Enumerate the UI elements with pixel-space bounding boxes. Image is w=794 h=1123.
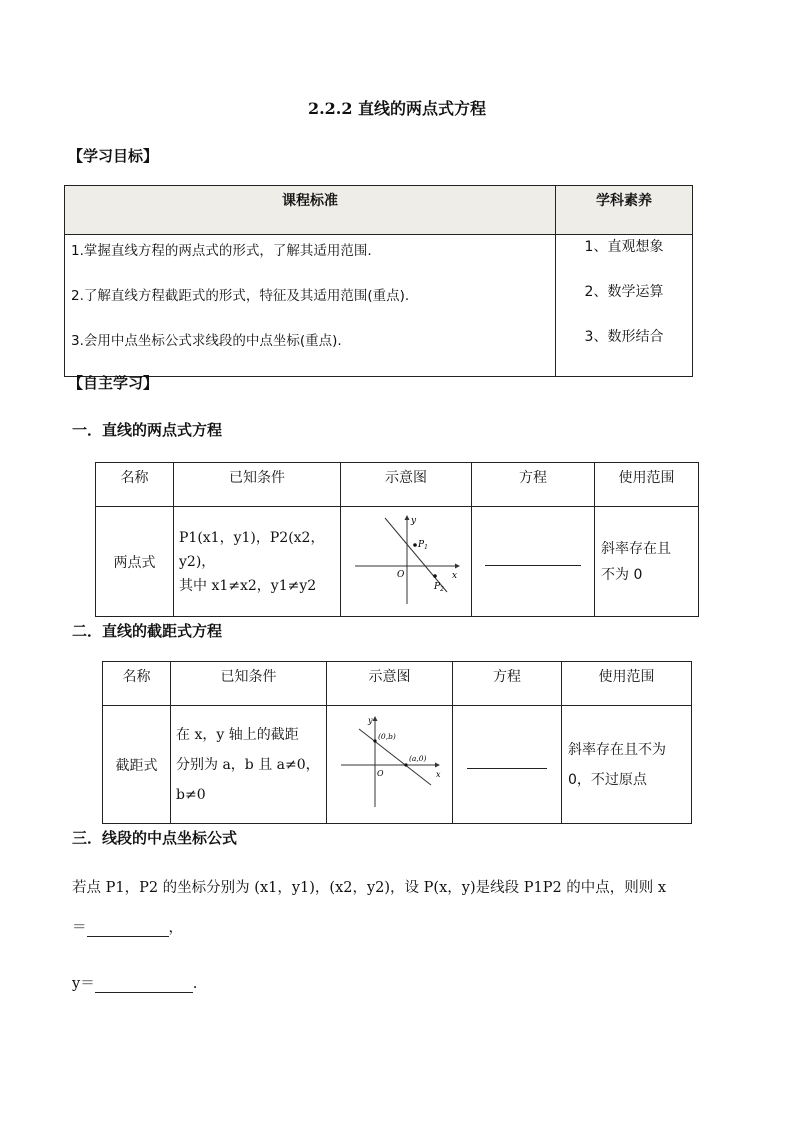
condition-line: P1(x1，y1)，P2(x2，y2)， <box>179 529 325 570</box>
p1-label: $P_1$ <box>418 539 428 551</box>
equation-blank[interactable] <box>485 565 581 566</box>
midpoint-paragraph: 若点 P1，P2 的坐标分别为 (x1，y1)，(x2，y2)，设 P(x，y)是线段 P1P2 的中点，则则 x <box>72 880 667 896</box>
scope-cell <box>562 706 692 824</box>
x-comma: ， <box>168 920 183 936</box>
y-axis-label: y <box>367 715 373 725</box>
header-literacy: 学科素养 <box>556 186 693 235</box>
goals-table <box>64 185 693 377</box>
intercept-diagram <box>335 715 445 811</box>
two-point-table <box>95 462 699 617</box>
point-x-intercept <box>404 763 407 766</box>
x-axis-label: x <box>435 769 441 779</box>
condition-line: 其中 x1≠x2，y1≠y2 <box>179 577 317 594</box>
scope-line: 0，不过原点 <box>568 771 647 788</box>
point-p1 <box>413 543 417 547</box>
col-header-equation: 方程 <box>472 463 595 507</box>
y-axis-label: y <box>411 515 417 526</box>
condition-cell <box>174 507 341 617</box>
scope-cell <box>595 507 699 617</box>
standard-item: 2.了解直线方程截距式的形式，特征及其适用范围(重点). <box>71 288 410 304</box>
intercept-table <box>102 661 692 824</box>
diagram-cell <box>341 507 472 617</box>
diagram-cell <box>327 706 453 824</box>
x-formula-line <box>72 916 183 937</box>
condition-line: b≠0 <box>176 786 206 803</box>
part1-heading: 一．直线的两点式方程 <box>72 421 223 439</box>
literacy-cell <box>556 235 693 377</box>
origin-label: O <box>376 768 384 778</box>
standard-item: 3.会用中点坐标公式求线段的中点坐标(重点). <box>71 333 342 349</box>
col-header-condition: 已知条件 <box>174 463 341 507</box>
col-header-name: 名称 <box>103 662 171 706</box>
section-self-study: 【自主学习】 <box>68 374 159 392</box>
part2-heading: 二．直线的截距式方程 <box>72 622 223 640</box>
y-period: . <box>192 976 198 992</box>
standard-item: 1.掌握直线方程的两点式的形式，了解其适用范围. <box>71 243 372 259</box>
header-course-standard: 课程标准 <box>65 186 556 235</box>
y-equals: y＝ <box>72 976 95 992</box>
origin-label: O <box>397 569 405 580</box>
col-header-equation: 方程 <box>453 662 562 706</box>
x-axis-arrow <box>435 762 440 767</box>
scope-line: 不为 0 <box>601 566 643 583</box>
equation-blank[interactable] <box>467 768 547 769</box>
section-learning-goals: 【学习目标】 <box>68 147 159 165</box>
equation-blank-cell[interactable] <box>472 507 595 617</box>
y-axis-arrow <box>405 515 410 520</box>
equation-blank-cell[interactable] <box>453 706 562 824</box>
x-equals: ＝ <box>72 920 87 936</box>
col-header-condition: 已知条件 <box>171 662 327 706</box>
col-header-scope: 使用范围 <box>595 463 699 507</box>
point-y-intercept <box>373 739 376 742</box>
col-header-name: 名称 <box>96 463 174 507</box>
a-point-label: (a,0) <box>408 753 426 763</box>
line-through-points <box>385 515 447 592</box>
y-formula-line <box>72 972 197 993</box>
literacy-item: 2、数学运算 <box>584 284 664 300</box>
x-axis-arrow <box>455 563 460 568</box>
x-axis-label: x <box>452 570 458 581</box>
condition-line: 在 x，y 轴上的截距 <box>176 726 299 743</box>
y-blank[interactable] <box>95 976 193 993</box>
b-point-label: (0,b) <box>377 731 396 741</box>
two-point-diagram <box>351 514 461 606</box>
col-header-scope: 使用范围 <box>562 662 692 706</box>
condition-cell <box>171 706 327 824</box>
y-axis-arrow <box>372 716 377 721</box>
x-blank[interactable] <box>87 920 169 937</box>
scope-line: 斜率存在且 <box>601 540 671 557</box>
form-name: 两点式 <box>96 507 174 617</box>
col-header-diagram: 示意图 <box>341 463 472 507</box>
scope-line: 斜率存在且不为 <box>568 741 666 758</box>
literacy-item: 1、直观想象 <box>584 239 664 255</box>
p2-label: $P_2$ <box>434 581 444 593</box>
page-title: 2.2.2 直线的两点式方程 <box>307 99 487 118</box>
condition-line: 分别为 a，b 且 a≠0， <box>176 756 320 773</box>
literacy-item: 3、数形结合 <box>584 329 664 345</box>
part3-heading: 三．线段的中点坐标公式 <box>72 829 238 847</box>
point-p2 <box>433 574 437 578</box>
standards-cell <box>65 235 556 377</box>
col-header-diagram: 示意图 <box>327 662 453 706</box>
form-name: 截距式 <box>103 706 171 824</box>
